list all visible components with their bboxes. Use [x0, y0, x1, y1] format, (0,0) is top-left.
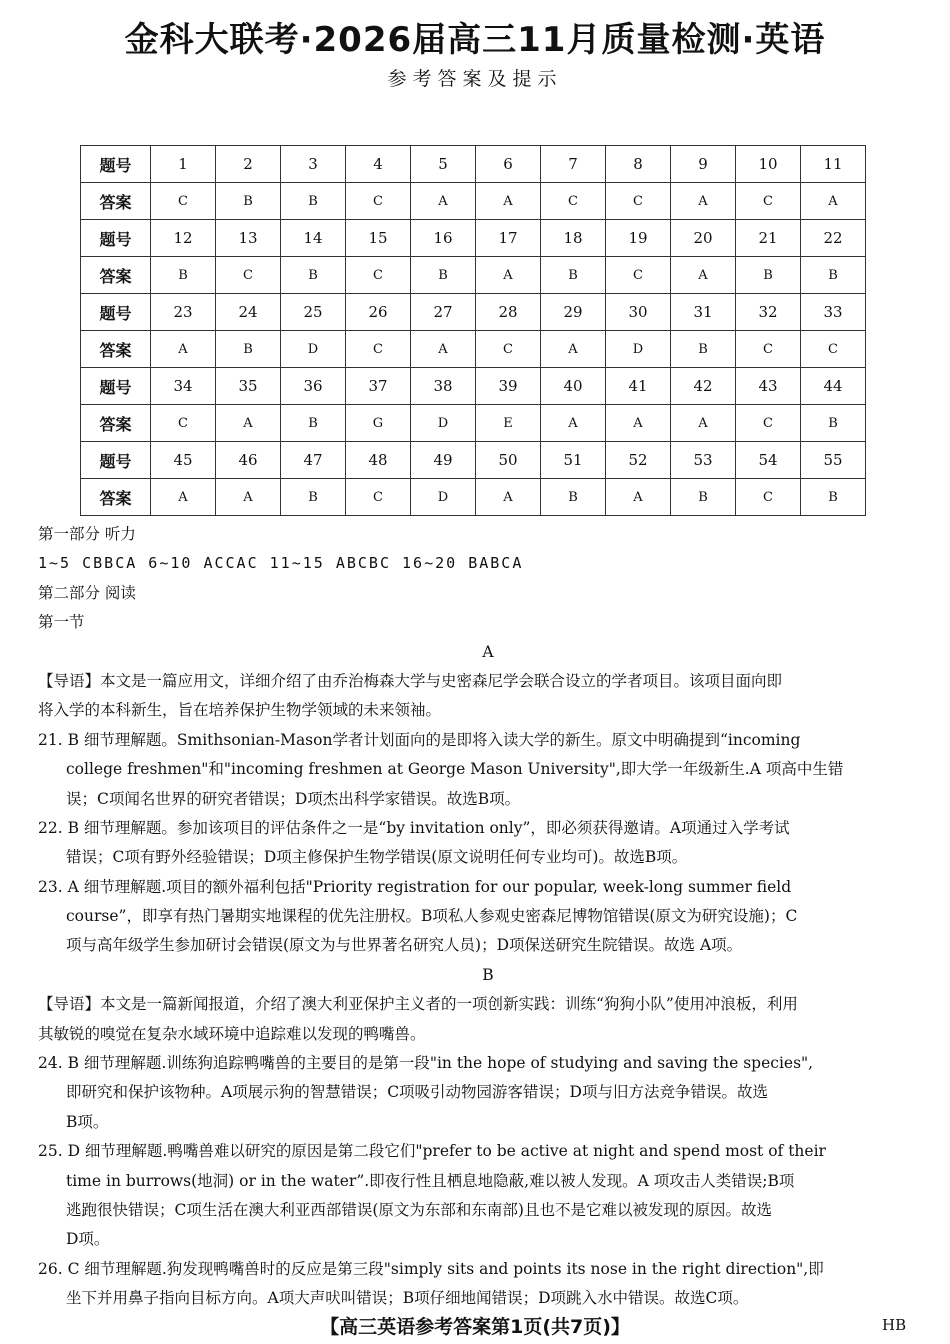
answer-cell: G	[346, 405, 411, 442]
question-number-cell: 36	[281, 368, 346, 405]
answer-cell: B	[281, 405, 346, 442]
question-number-cell: 24	[216, 294, 281, 331]
text-line: college freshmen"和"incoming freshmen at George Mason University",即大学一年级新生.A 项高中生错	[66, 760, 844, 779]
answer-cell: B	[151, 257, 216, 294]
question-number-cell: 50	[476, 442, 541, 479]
text-line: B	[482, 965, 494, 984]
answer-cell: A	[671, 183, 736, 220]
text-line: 24. B 细节理解题.训练狗追踪鸭嘴兽的主要目的是第一段"in the hope of studying and saving the species",	[38, 1054, 814, 1073]
question-number-cell: 7	[541, 146, 606, 183]
text-line: 项与高年级学生参加研讨会错误(原文为与世界著名研究人员)；D项保送研究生院错误。故选 A项。	[66, 936, 743, 955]
text-line: 26. C 细节理解题.狗发现鸭嘴兽时的反应是第三段"simply sits and points its nose in the right direction",即	[38, 1259, 824, 1278]
answer-cell: A	[606, 405, 671, 442]
question-number-cell: 48	[346, 442, 411, 479]
answer-cell: B	[801, 479, 866, 516]
answer-cell: A	[671, 405, 736, 442]
answer-cell: D	[606, 331, 671, 368]
text-line: 其敏锐的嗅觉在复杂水域环境中追踪难以发现的鸭嘴兽。	[38, 1024, 426, 1043]
answer-cell: D	[411, 479, 476, 516]
text-line: 25. D 细节理解题.鸭嘴兽难以研究的原因是第二段它们"prefer to be active at night and spend most of their	[38, 1142, 826, 1161]
text-line: 22. B 细节理解题。参加该项目的评估条件之一是“by invitation only”，即必须获得邀请。A项通过入学考试	[38, 818, 790, 837]
answer-cell: A	[541, 405, 606, 442]
question-number-cell: 40	[541, 368, 606, 405]
question-number-cell: 35	[216, 368, 281, 405]
text-line: 坐下并用鼻子指向目标方向。A项大声吠叫错误；B项仔细地闻错误；D项跳入水中错误。故选C项。	[66, 1289, 749, 1308]
answer-cell: C	[476, 331, 541, 368]
answer-row	[81, 331, 866, 368]
question-row	[81, 146, 866, 183]
page-title: 金科大联考·2026届高三11月质量检测·英语	[124, 20, 826, 60]
text-line: 第二部分 阅读	[38, 583, 136, 602]
answer-cell: C	[736, 405, 801, 442]
answer-table	[80, 145, 866, 516]
question-number-cell: 25	[281, 294, 346, 331]
answer-cell: C	[346, 183, 411, 220]
answer-cell: B	[541, 257, 606, 294]
text-line: 第一部分 听力	[38, 525, 136, 543]
text-line: 23. A 细节理解题.项目的额外福利包括"Priority registration for our popular, week-long summer field	[38, 877, 792, 896]
question-number-cell: 44	[801, 368, 866, 405]
answer-cell: B	[281, 183, 346, 220]
question-row	[81, 220, 866, 257]
row-label: 题号	[81, 442, 151, 479]
answer-cell: C	[541, 183, 606, 220]
question-number-cell: 37	[346, 368, 411, 405]
question-number-cell: 55	[801, 442, 866, 479]
answer-cell: A	[216, 405, 281, 442]
question-number-cell: 8	[606, 146, 671, 183]
answer-cell: A	[476, 183, 541, 220]
question-number-cell: 54	[736, 442, 801, 479]
answer-cell: B	[281, 479, 346, 516]
question-number-cell: 42	[671, 368, 736, 405]
answer-cell: A	[671, 257, 736, 294]
answer-cell: B	[801, 257, 866, 294]
question-number-cell: 38	[411, 368, 476, 405]
answer-cell: A	[151, 479, 216, 516]
answer-cell: C	[801, 331, 866, 368]
question-number-cell: 16	[411, 220, 476, 257]
question-number-cell: 31	[671, 294, 736, 331]
question-number-cell: 29	[541, 294, 606, 331]
row-label: 题号	[81, 146, 151, 183]
answer-cell: B	[411, 257, 476, 294]
answer-cell: A	[541, 331, 606, 368]
text-line: 第一节	[38, 613, 85, 632]
text-line: 误；C项闻名世界的研究者错误；D项杰出科学家错误。故选B项。	[66, 789, 521, 808]
text-line: B项。	[66, 1112, 109, 1131]
answer-cell: C	[736, 479, 801, 516]
question-row	[81, 368, 866, 405]
row-label: 答案	[81, 405, 151, 442]
text-line: 逃跑很快错误；C项生活在澳大利亚西部错误(原文为东部和东南部)且也不是它难以被发现的原因。故选	[66, 1200, 772, 1219]
question-number-cell: 3	[281, 146, 346, 183]
question-number-cell: 14	[281, 220, 346, 257]
question-number-cell: 26	[346, 294, 411, 331]
question-row	[81, 442, 866, 479]
answer-cell: A	[411, 183, 476, 220]
question-number-cell: 27	[411, 294, 476, 331]
answer-cell: C	[151, 405, 216, 442]
answer-cell: C	[736, 331, 801, 368]
text-line: 【导语】本文是一篇应用文，详细介绍了由乔治梅森大学与史密森尼学会联合设立的学者项目。该项目面向即	[38, 671, 783, 690]
text-line: time in burrows(地洞) or in the water”.即夜行性且栖息地隐蔽,难以被人发现。A 项攻击人类错误;B项	[66, 1171, 795, 1190]
text-line: A	[482, 642, 494, 661]
question-number-cell: 46	[216, 442, 281, 479]
answer-cell: C	[346, 257, 411, 294]
text-line: course”，即享有热门暑期实地课程的优先注册权。B项私人参观史密森尼博物馆错误(原文为研究设施)；C	[66, 907, 798, 926]
row-label: 答案	[81, 479, 151, 516]
question-number-cell: 12	[151, 220, 216, 257]
answer-cell: C	[346, 479, 411, 516]
question-number-cell: 9	[671, 146, 736, 183]
answer-cell: C	[736, 183, 801, 220]
text-line: 将入学的本科新生，旨在培养保护生物学领域的未来领袖。	[38, 701, 442, 720]
text-line: D项。	[66, 1230, 110, 1249]
question-number-cell: 20	[671, 220, 736, 257]
answer-cell: C	[346, 331, 411, 368]
answer-cell: A	[411, 331, 476, 368]
question-number-cell: 33	[801, 294, 866, 331]
text-line: 【导语】本文是一篇新闻报道，介绍了澳大利亚保护主义者的一项创新实践：训练“狗狗小队”使用冲浪板，利用	[38, 995, 798, 1014]
question-number-cell: 11	[801, 146, 866, 183]
question-number-cell: 19	[606, 220, 671, 257]
question-number-cell: 18	[541, 220, 606, 257]
question-number-cell: 51	[541, 442, 606, 479]
row-label: 题号	[81, 220, 151, 257]
text-line: 21. B 细节理解题。Smithsonian-Mason学者计划面向的是即将入读大学的新生。原文中明确提到“incoming	[38, 730, 801, 749]
question-number-cell: 2	[216, 146, 281, 183]
answer-cell: B	[671, 331, 736, 368]
row-label: 答案	[81, 331, 151, 368]
question-number-cell: 28	[476, 294, 541, 331]
question-number-cell: 41	[606, 368, 671, 405]
answer-cell: B	[541, 479, 606, 516]
answer-cell: A	[476, 479, 541, 516]
question-number-cell: 43	[736, 368, 801, 405]
text-line: 1~5 CBBCA 6~10 ACCAC 11~15 ABCBC 16~20 BABCA	[38, 554, 524, 573]
row-label: 题号	[81, 294, 151, 331]
row-label: 答案	[81, 257, 151, 294]
row-label: 题号	[81, 368, 151, 405]
text-line: 即研究和保护该物种。A项展示狗的智慧错误；C项吸引动物园游客错误；D项与旧方法竞争错误。故选	[66, 1083, 768, 1102]
question-number-cell: 52	[606, 442, 671, 479]
answer-cell: A	[606, 479, 671, 516]
answer-cell: B	[801, 405, 866, 442]
answer-row	[81, 405, 866, 442]
answer-cell: B	[671, 479, 736, 516]
answer-cell: C	[606, 257, 671, 294]
answer-row	[81, 257, 866, 294]
question-number-cell: 5	[411, 146, 476, 183]
answer-cell: B	[216, 183, 281, 220]
answer-cell: B	[216, 331, 281, 368]
page-subtitle: 参考答案及提示	[387, 68, 563, 90]
question-number-cell: 32	[736, 294, 801, 331]
question-number-cell: 13	[216, 220, 281, 257]
answer-cell: C	[151, 183, 216, 220]
page-footer: 【高三英语参考答案第1页(共7页)】	[320, 1316, 630, 1338]
question-number-cell: 4	[346, 146, 411, 183]
answer-row	[81, 479, 866, 516]
question-number-cell: 45	[151, 442, 216, 479]
question-number-cell: 10	[736, 146, 801, 183]
answer-cell: A	[216, 479, 281, 516]
question-number-cell: 30	[606, 294, 671, 331]
question-number-cell: 22	[801, 220, 866, 257]
answer-cell: A	[151, 331, 216, 368]
question-number-cell: 1	[151, 146, 216, 183]
answer-row	[81, 183, 866, 220]
question-number-cell: 34	[151, 368, 216, 405]
question-number-cell: 21	[736, 220, 801, 257]
row-label: 答案	[81, 183, 151, 220]
explanation-body	[38, 520, 938, 1314]
question-number-cell: 49	[411, 442, 476, 479]
text-line: 错误；C项有野外经验错误；D项主修保护生物学错误(原文说明任何专业均可)。故选B项。	[66, 848, 688, 867]
question-number-cell: 15	[346, 220, 411, 257]
answer-cell: C	[216, 257, 281, 294]
question-number-cell: 53	[671, 442, 736, 479]
footer-code: HB	[882, 1316, 907, 1334]
answer-cell: D	[281, 331, 346, 368]
answer-cell: A	[476, 257, 541, 294]
question-number-cell: 39	[476, 368, 541, 405]
answer-cell: E	[476, 405, 541, 442]
answer-cell: B	[736, 257, 801, 294]
answer-cell: A	[801, 183, 866, 220]
answer-cell: C	[606, 183, 671, 220]
question-number-cell: 23	[151, 294, 216, 331]
answer-cell: D	[411, 405, 476, 442]
question-number-cell: 6	[476, 146, 541, 183]
question-row	[81, 294, 866, 331]
question-number-cell: 47	[281, 442, 346, 479]
question-number-cell: 17	[476, 220, 541, 257]
answer-cell: B	[281, 257, 346, 294]
